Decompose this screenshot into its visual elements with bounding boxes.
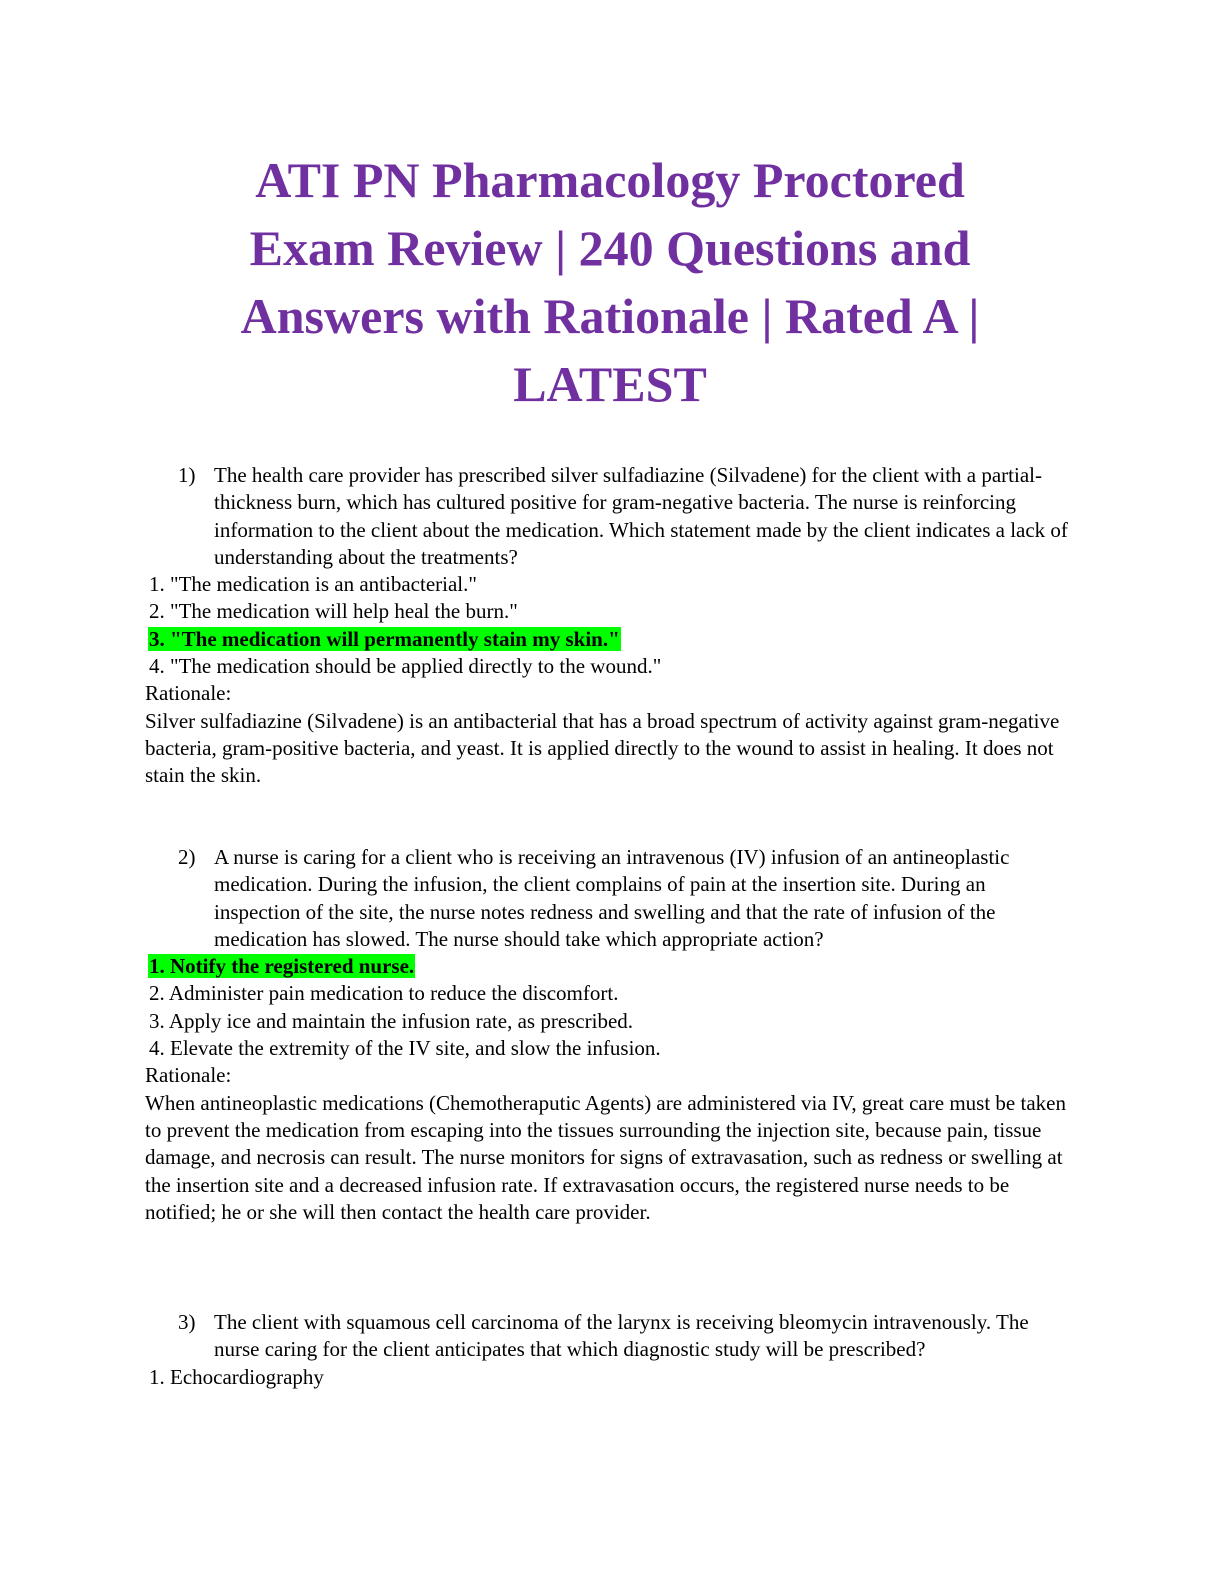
document-title [150,146,1070,418]
title-line: Answers with Rationale | Rated A | [240,288,980,344]
rationale-text: When antineoplastic medications (Chemotheraputic Agents) are administered via IV, great care must be taken to prevent the medication from escaping into the tissues surrounding the injection site, because pain, tissue damage, and necrosis can result. The nurse monitors for signs of extravasation, such as redness or swelling at the insertion site and a decreased infusion rate. If extravasation occurs, the registered nurse needs to be notified; he or she will then contact the health care provider. [145,1090,1066,1224]
answer-option: 4. "The medication should be applied directly to the wound." [149,654,662,679]
title-line: LATEST [513,356,707,412]
question-text: The health care provider has prescribed silver sulfadiazine (Silvadene) for the client with a partial-thickness burn, which has cultured positive for gram-negative bacteria. The nurse is reinforcing information to the client about the medication. Which statement made by the client indicates a lack of understanding about the treatments? [214,463,1068,569]
question-stem [145,1309,1075,1364]
question-3 [145,1309,1075,1391]
answer-option-correct: 1. Notify the registered nurse. [149,954,415,979]
question-number: 1) [178,463,196,487]
question-2 [145,844,1075,1226]
rationale-label: Rationale: [145,1063,232,1088]
answer-option-correct: 3. "The medication will permanently stain my skin." [149,626,620,651]
question-1 [145,462,1075,790]
rationale-text: Silver sulfadiazine (Silvadene) is an antibacterial that has a broad spectrum of activity against gram-negative bacteria, gram-positive bacteria, and yeast. It is applied directly to the wound to assist in healing. It does not stain the skin. [145,708,1060,788]
question-number: 3) [178,1310,196,1334]
question-text: The client with squamous cell carcinoma of the larynx is receiving bleomycin intravenously. The nurse caring for the client anticipates that which diagnostic study will be prescribed? [214,1310,1029,1362]
answer-option: 1. "The medication is an antibacterial." [149,572,477,597]
title-line: ATI PN Pharmacology Proctored [255,152,965,208]
answer-option: 4. Elevate the extremity of the IV site, and slow the infusion. [149,1036,661,1061]
question-stem [145,462,1075,571]
answer-option: 2. Administer pain medication to reduce the discomfort. [149,981,619,1006]
question-text: A nurse is caring for a client who is receiving an intravenous (IV) infusion of an antineoplastic medication. During the infusion, the client complains of pain at the insertion site. During an inspection of the site, the nurse notes redness and swelling and that the rate of infusion of the medication has slowed. The nurse should take which appropriate action? [214,845,1010,951]
rationale-label: Rationale: [145,681,232,706]
answer-option: 3. Apply ice and maintain the infusion rate, as prescribed. [149,1008,634,1033]
question-stem [145,844,1075,953]
title-line: Exam Review | 240 Questions and [249,220,971,276]
answer-option: 2. "The medication will help heal the burn." [149,599,518,624]
question-number: 2) [178,845,196,869]
answer-option: 1. Echocardiography [149,1364,324,1389]
